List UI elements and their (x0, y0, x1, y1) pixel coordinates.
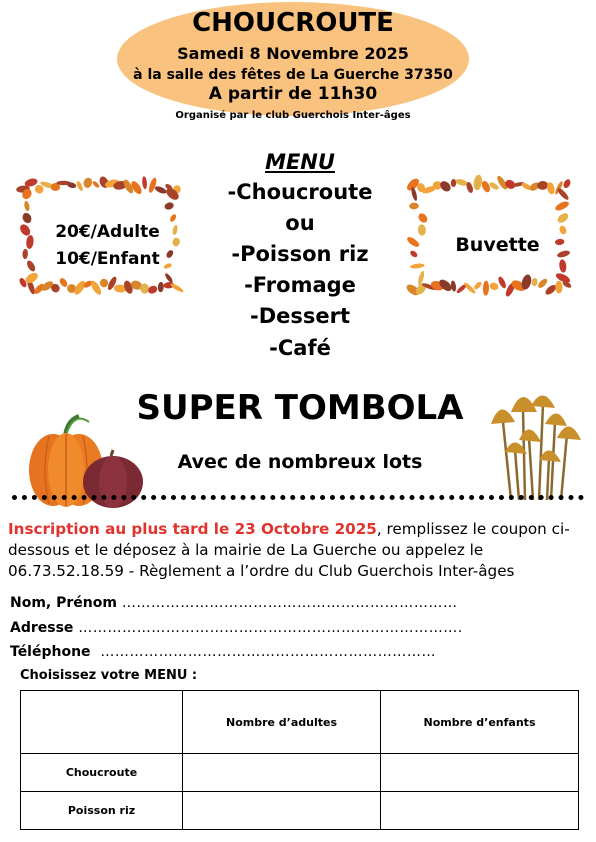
price-adult: 20€/Adulte (55, 222, 160, 242)
menu-item: -Poisson riz (231, 242, 369, 266)
tombola-subtitle: Avec de nombreux lots (177, 451, 423, 473)
phone-field[interactable] (10, 644, 436, 660)
phone-label: Téléphone (10, 644, 91, 660)
address-label: Adresse (10, 620, 74, 636)
table-header-empty (21, 691, 183, 754)
event-time: A partir de 11h30 (208, 84, 378, 104)
name-field[interactable] (10, 595, 458, 611)
price-child: 10€/Enfant (55, 249, 160, 269)
table-row (21, 754, 579, 792)
adults-cell[interactable] (183, 792, 381, 830)
table-header-adults: Nombre d’adultes (183, 691, 381, 754)
event-date: Samedi 8 Novembre 2025 (177, 44, 409, 63)
menu-item: ou (285, 211, 315, 235)
cut-separator (12, 495, 584, 500)
phone-dotted-line[interactable]: …………………………………………………………… (100, 644, 437, 660)
event-organizer: Organisé par le club Guerchois Inter-âges (175, 110, 411, 121)
children-cell[interactable] (381, 754, 579, 792)
mushrooms-icon (485, 382, 585, 507)
inscription-text (8, 519, 592, 582)
event-title: CHOUCROUTE (192, 8, 394, 38)
menu-item: -Choucroute (227, 180, 373, 204)
menu-item: -Fromage (244, 273, 356, 297)
row-label: Poisson riz (21, 792, 183, 830)
address-dotted-line[interactable]: ……………………………………………………………………. (78, 620, 463, 636)
children-cell[interactable] (381, 792, 579, 830)
menu-title: MENU (265, 150, 335, 174)
table-header-children: Nombre d’enfants (381, 691, 579, 754)
name-dotted-line[interactable]: …………………………………………………………… (121, 595, 458, 611)
menu-item: -Dessert (249, 304, 351, 328)
row-label: Choucroute (21, 754, 183, 792)
tombola-title: SUPER TOMBOLA (136, 388, 464, 428)
choose-menu-label: Choisissez votre MENU : (20, 668, 198, 683)
name-label: Nom, Prénom (10, 595, 117, 611)
order-table (20, 690, 579, 830)
event-location: à la salle des fêtes de La Guerche 37350 (133, 67, 453, 83)
address-field[interactable] (10, 620, 463, 636)
leaf-frame-left (15, 172, 195, 312)
inscription-deadline: Inscription au plus tard le 23 Octobre 2025 (8, 520, 377, 538)
adults-cell[interactable] (183, 754, 381, 792)
buvette-label: Buvette (455, 234, 540, 256)
inscription-instructions: , remplissez le coupon ci-dessous et le déposez à la mairie de La Guerche ou appelez le 06.73.52.18.59 - Règlement a l’ordre du Club Guerchois Inter-âges (8, 520, 570, 580)
menu-item: -Café (269, 336, 331, 360)
table-row (21, 792, 579, 830)
